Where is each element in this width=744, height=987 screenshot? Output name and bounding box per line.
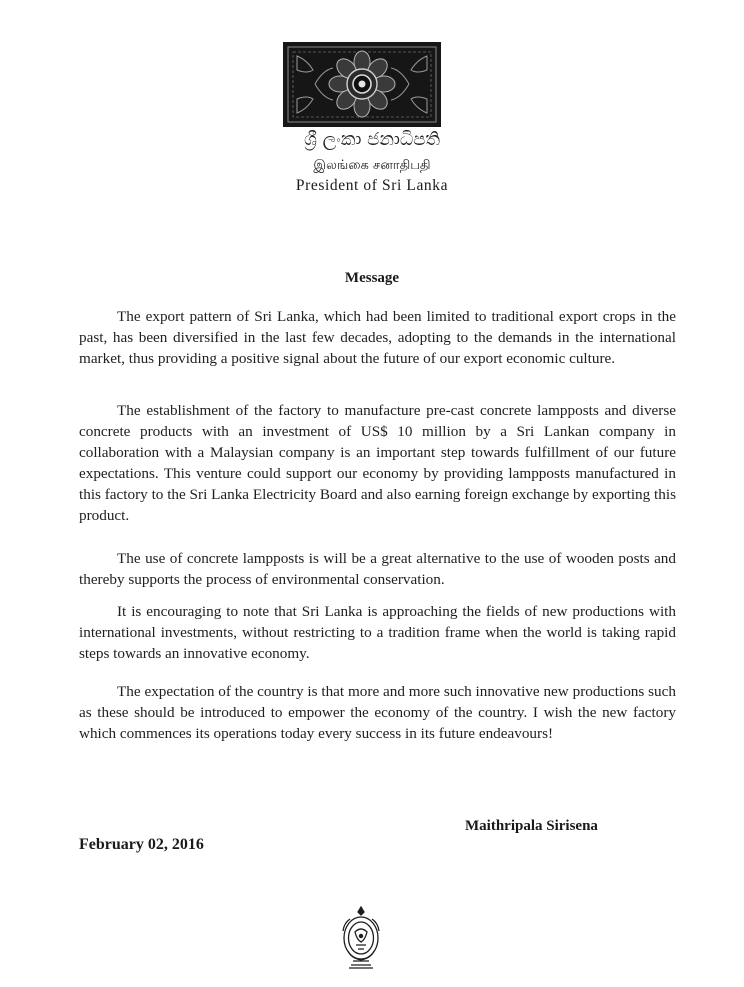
- signatory-name: Maithripala Sirisena: [465, 818, 598, 834]
- ornamental-lotus-emblem-icon: [283, 42, 441, 127]
- letter-date: February 02, 2016: [79, 836, 204, 853]
- message-paragraph-2: The establishment of the factory to manufacture pre-cast concrete lampposts and diverse concrete products with an investment of US$ 10 million by a Sri Lankan company in collaboration with a Malaysian company is an important step towards fulfillment of our future expectations. This venture could support our economy by providing lampposts manufactured in this factory to the Sri Lanka Electricity Board and also earning foreign exchange by exporting this product.: [79, 402, 676, 524]
- message-paragraph-3: The use of concrete lampposts is will be a great alternative to the use of wooden posts and thereby supports the process of environmental conservation.: [79, 550, 676, 588]
- message-paragraph-4: It is encouraging to note that Sri Lanka is approaching the fields of new productions with international investments, without restricting to a tradition frame when the world is taking rapid steps towards an innovative economy.: [79, 603, 676, 662]
- letterhead-title-sinhala: ශ්‍රී ලංකා ජනාධිපති: [303, 129, 441, 150]
- state-seal-icon: [340, 905, 382, 971]
- letterhead-title-english: President of Sri Lanka: [295, 177, 449, 194]
- message-heading: Message: [344, 270, 400, 286]
- message-paragraph-1: The export pattern of Sri Lanka, which had been limited to traditional export crops in the past, has been diversified in the last few decades, adopting to the demands in the international market, thus providing a positive signal about the future of our export economic culture.: [79, 308, 676, 367]
- letterhead-title-tamil: இலங்கை சனாதிபதி: [313, 158, 431, 173]
- message-paragraph-5: The expectation of the country is that more and more such innovative new productions such as these should be introduced to empower the economy of the country. I wish the new factory which commences its operations today every success in its future endeavours!: [79, 683, 676, 742]
